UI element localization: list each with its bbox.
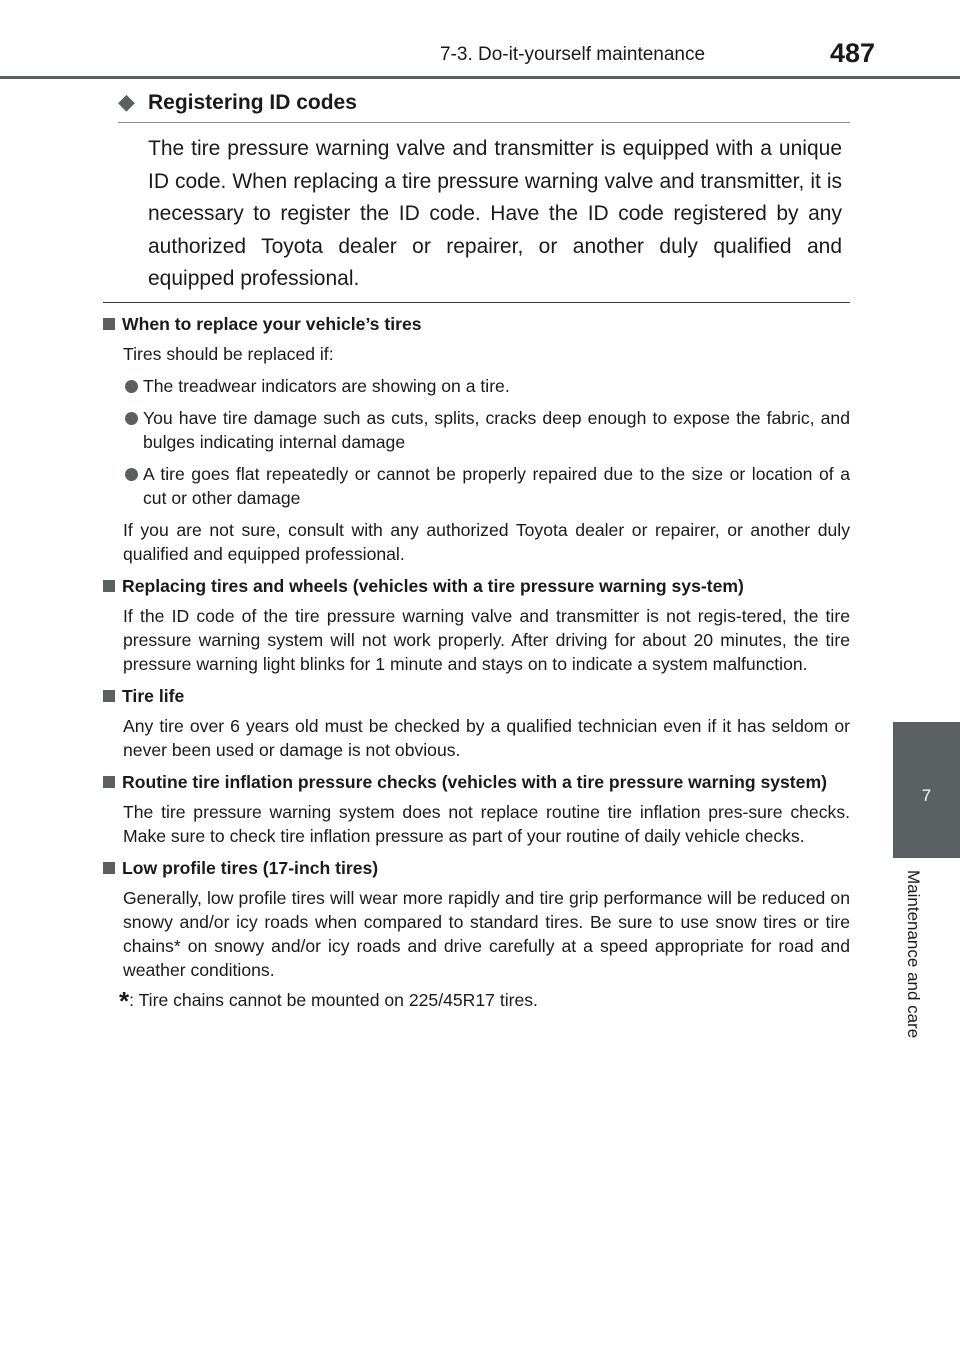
note-title: Low profile tires (17-inch tires) <box>122 858 379 878</box>
note-intro: Tires should be replaced if: <box>123 344 334 364</box>
chapter-tab[interactable] <box>893 722 960 858</box>
chapter-number: 7 <box>921 786 932 805</box>
note-heading <box>103 312 850 336</box>
note-low-profile <box>103 856 850 1016</box>
note-heading <box>103 770 850 794</box>
note-heading <box>103 684 850 708</box>
section-divider <box>103 302 850 303</box>
square-bullet-icon <box>103 318 115 330</box>
note-body: If the ID code of the tire pressure warning valve and transmitter is not regis-tered, the tire pressure warning system will not work properly. After driving for about 20 minutes, the tire pressure warning light blinks for 1 minute and stays on to indicate a system malfunction. <box>123 606 850 674</box>
notes-section <box>103 312 850 1021</box>
square-bullet-icon <box>103 690 115 702</box>
note-title: Routine tire inflation pressure checks (vehicles with a tire pressure warning system) <box>122 772 827 792</box>
note-title: Replacing tires and wheels (vehicles with a tire pressure warning sys-tem) <box>122 576 744 596</box>
diamond-bullet-icon: ◆ <box>118 89 135 114</box>
note-routine <box>103 770 850 848</box>
chapter-label <box>895 870 931 1070</box>
note-outro: If you are not sure, consult with any authorized Toyota dealer or repairer, or another duly qualified and equipped professional. <box>123 520 850 564</box>
square-bullet-icon <box>103 862 115 874</box>
footnote-mark: * <box>119 986 130 1016</box>
square-bullet-icon <box>103 580 115 592</box>
note-replace <box>103 312 850 566</box>
note-body: Generally, low profile tires will wear more rapidly and tire grip performance will be reduced on snowy and/or icy roads when compared to standard tires. Be sure to use snow tires or tire chains* on snowy and/or icy roads and drive carefully at a speed appropriate for road and weather conditions. <box>123 888 850 980</box>
round-bullet-icon <box>125 380 138 393</box>
note-title: Tire life <box>122 686 185 706</box>
header-rule <box>0 76 960 79</box>
section-title: 7-3. Do-it-yourself maintenance <box>440 44 706 65</box>
note-list <box>103 374 850 510</box>
note-body: Any tire over 6 years old must be checked by a qualified technician even if it has seldom or never been used or damage is not obvious. <box>123 716 850 760</box>
note-wheels <box>103 574 850 676</box>
registering-title: Registering ID codes <box>148 91 357 114</box>
note-heading <box>103 574 850 598</box>
list-item: A tire goes flat repeatedly or cannot be properly repaired due to the size or location of a cut or other damage <box>103 462 850 510</box>
registering-body: The tire pressure warning valve and transmitter is equipped with a unique ID code. When replacing a tire pressure warning valve and transmitter, it is necessary to register the ID code. Have the ID code registered by any authorized Toyota dealer or repairer, or another duly qualified and equipped professional. <box>148 137 842 291</box>
list-item: You have tire damage such as cuts, splits, cracks deep enough to expose the fabric, and bulges indicating internal damage <box>103 406 850 454</box>
round-bullet-icon <box>125 468 138 481</box>
note-life <box>103 684 850 762</box>
registering-heading <box>118 88 850 123</box>
note-body: The tire pressure warning system does not replace routine tire inflation pres-sure checks. Make sure to check tire inflation pressure as part of your routine of daily vehicle checks. <box>123 802 850 846</box>
page-header <box>0 0 960 80</box>
round-bullet-icon <box>125 412 138 425</box>
note-heading <box>103 856 850 880</box>
note-title: When to replace your vehicle’s tires <box>122 314 422 334</box>
square-bullet-icon <box>103 776 115 788</box>
chapter-label-text: Maintenance and care <box>904 870 923 1039</box>
list-item: The treadwear indicators are showing on a tire. <box>103 374 850 398</box>
footnote-text: : Tire chains cannot be mounted on 225/45R17 tires. <box>129 990 538 1010</box>
footnote <box>103 986 850 1016</box>
page-number: 487 <box>830 38 876 68</box>
